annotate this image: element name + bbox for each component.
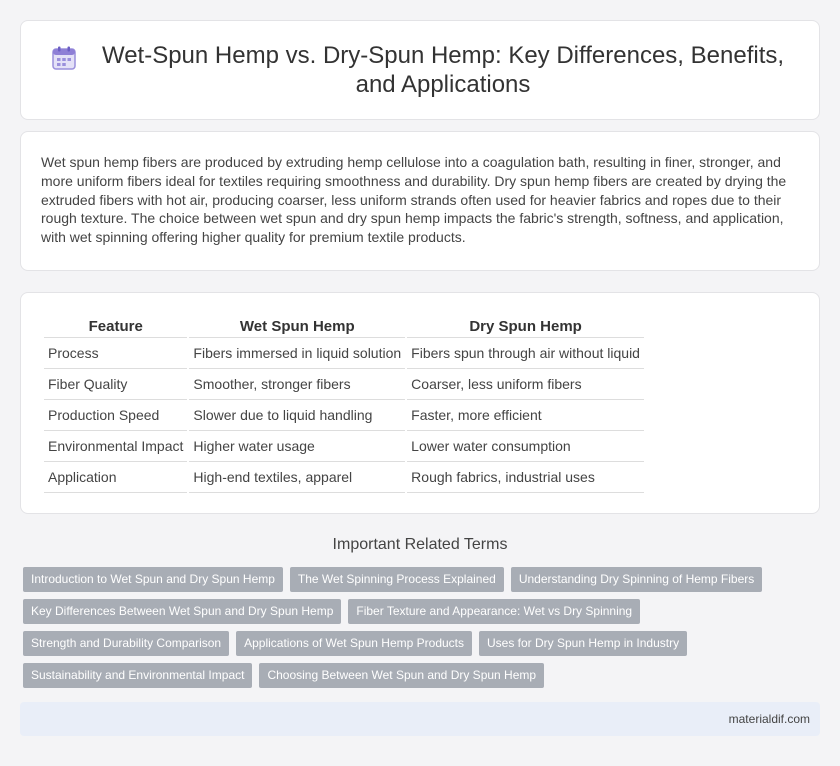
page-title: Wet-Spun Hemp vs. Dry-Spun Hemp: Key Differences, Benefits, and Applications: [101, 42, 785, 98]
related-term-link[interactable]: Sustainability and Environmental Impact: [23, 663, 252, 688]
table-cell: Lower water consumption: [407, 431, 644, 462]
table-header-row: [44, 315, 644, 338]
related-term-link[interactable]: Key Differences Between Wet Spun and Dry Spun Hemp: [23, 599, 341, 624]
table-cell: Fibers spun through air without liquid: [407, 338, 644, 369]
related-term-link[interactable]: Fiber Texture and Appearance: Wet vs Dry Spinning: [348, 599, 640, 624]
table-cell: Coarser, less uniform fibers: [407, 369, 644, 400]
related-term-link[interactable]: Applications of Wet Spun Hemp Products: [236, 631, 472, 656]
related-term-link[interactable]: Introduction to Wet Spun and Dry Spun Hemp: [23, 567, 283, 592]
title-card: [20, 20, 820, 120]
table-cell: Fiber Quality: [44, 369, 187, 400]
table-cell: Rough fabrics, industrial uses: [407, 462, 644, 493]
table-cell: Higher water usage: [189, 431, 405, 462]
calendar-icon: [51, 45, 77, 71]
header-dry-spun: Dry Spun Hemp: [407, 315, 644, 338]
related-term-link[interactable]: The Wet Spinning Process Explained: [290, 567, 504, 592]
comparison-table: [42, 315, 646, 493]
related-term-link[interactable]: Uses for Dry Spun Hemp in Industry: [479, 631, 687, 656]
table-cell: Fibers immersed in liquid solution: [189, 338, 405, 369]
table-row: [44, 369, 644, 400]
table-cell: Slower due to liquid handling: [189, 400, 405, 431]
table-cell: Application: [44, 462, 187, 493]
footer: [20, 702, 820, 736]
related-term-link[interactable]: Choosing Between Wet Spun and Dry Spun Hemp: [259, 663, 544, 688]
table-row: [44, 462, 644, 493]
header-wet-spun: Wet Spun Hemp: [189, 315, 405, 338]
related-term-link[interactable]: Strength and Durability Comparison: [23, 631, 229, 656]
intro-card: [20, 131, 820, 271]
comparison-card: [20, 292, 820, 514]
table-row: [44, 431, 644, 462]
table-row: [44, 400, 644, 431]
header-feature: Feature: [44, 315, 187, 338]
intro-paragraph: Wet spun hemp fibers are produced by extruding hemp cellulose into a coagulation bath, resulting in finer, stronger, and more uniform fibers ideal for textiles requiring smoothness and durability. Dry spun hemp fibers are created by drying the extruded fibers with hot air, producing coarser, less uniform strands often used for heavier fabrics and ropes due to their rough texture. The choice between wet spun and dry spun hemp impacts the fabric's strength, softness, and application, with wet spinning offering higher quality for premium textile products.: [41, 154, 787, 246]
table-cell: Environmental Impact: [44, 431, 187, 462]
related-terms-list: [23, 567, 823, 695]
table-row: [44, 338, 644, 369]
table-cell: Production Speed: [44, 400, 187, 431]
related-term-link[interactable]: Understanding Dry Spinning of Hemp Fibers: [511, 567, 762, 592]
footer-site-link[interactable]: materialdif.com: [728, 712, 810, 726]
table-cell: Process: [44, 338, 187, 369]
related-terms-title: Important Related Terms: [332, 536, 508, 553]
table-cell: Smoother, stronger fibers: [189, 369, 405, 400]
table-cell: High-end textiles, apparel: [189, 462, 405, 493]
table-cell: Faster, more efficient: [407, 400, 644, 431]
